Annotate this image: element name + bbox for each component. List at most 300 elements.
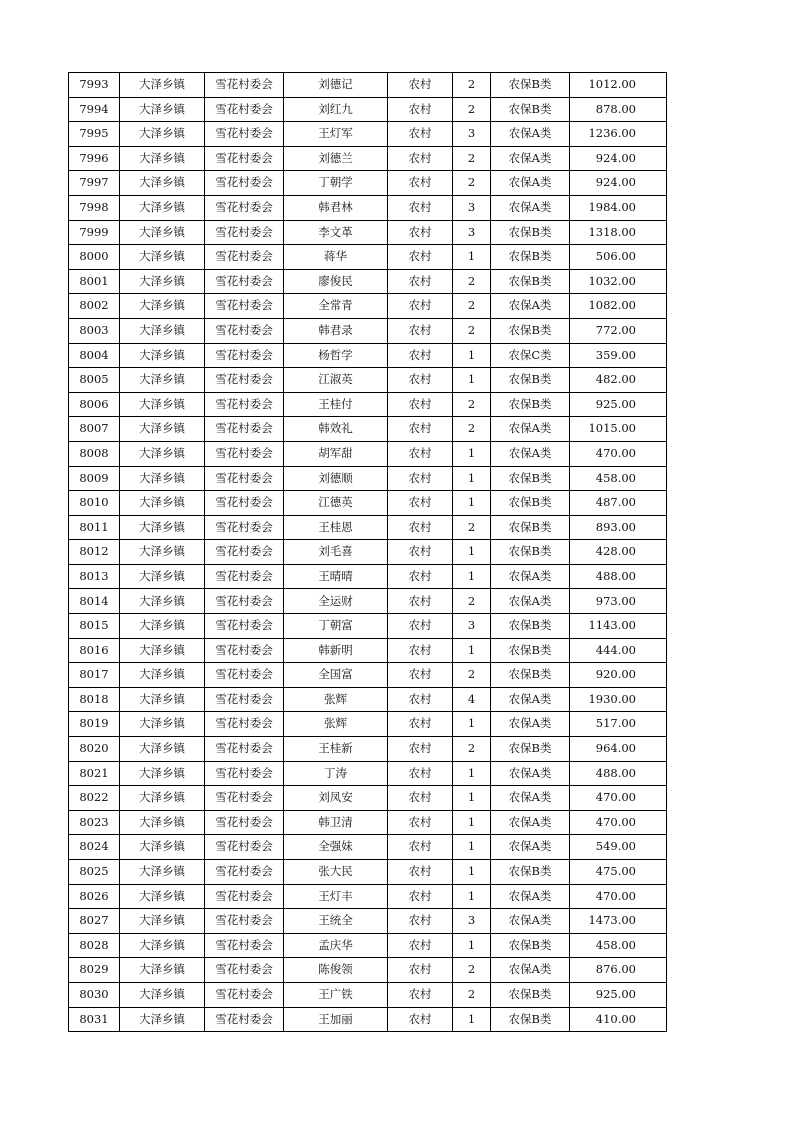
row-number-cell: 8012 xyxy=(69,540,120,565)
table-row xyxy=(69,146,667,171)
table-row xyxy=(69,933,667,958)
township-cell: 大泽乡镇 xyxy=(120,712,205,737)
village-committee-cell: 雪花村委会 xyxy=(205,417,284,442)
table-row xyxy=(69,786,667,811)
table-row xyxy=(69,417,667,442)
table-row xyxy=(69,318,667,343)
township-cell: 大泽乡镇 xyxy=(120,318,205,343)
data-table xyxy=(68,72,667,1032)
village-committee-cell: 雪花村委会 xyxy=(205,933,284,958)
person-count-cell: 1 xyxy=(453,245,491,270)
amount-cell: 925.00 xyxy=(570,392,667,417)
amount-cell: 924.00 xyxy=(570,171,667,196)
insurance-category-cell: 农保A类 xyxy=(491,294,570,319)
amount-cell: 482.00 xyxy=(570,368,667,393)
person-count-cell: 1 xyxy=(453,466,491,491)
township-cell: 大泽乡镇 xyxy=(120,491,205,516)
township-cell: 大泽乡镇 xyxy=(120,564,205,589)
township-cell: 大泽乡镇 xyxy=(120,786,205,811)
amount-cell: 973.00 xyxy=(570,589,667,614)
village-committee-cell: 雪花村委会 xyxy=(205,909,284,934)
village-committee-cell: 雪花村委会 xyxy=(205,540,284,565)
insurance-category-cell: 农保B类 xyxy=(491,245,570,270)
insurance-category-cell: 农保A类 xyxy=(491,171,570,196)
household-type-cell: 农村 xyxy=(388,392,453,417)
table-row xyxy=(69,73,667,98)
township-cell: 大泽乡镇 xyxy=(120,245,205,270)
table-row xyxy=(69,441,667,466)
amount-cell: 487.00 xyxy=(570,491,667,516)
village-committee-cell: 雪花村委会 xyxy=(205,687,284,712)
insurance-category-cell: 农保B类 xyxy=(491,392,570,417)
person-count-cell: 1 xyxy=(453,491,491,516)
row-number-cell: 8021 xyxy=(69,761,120,786)
household-type-cell: 农村 xyxy=(388,712,453,737)
village-committee-cell: 雪花村委会 xyxy=(205,269,284,294)
insurance-category-cell: 农保B类 xyxy=(491,540,570,565)
insurance-category-cell: 农保B类 xyxy=(491,466,570,491)
village-committee-cell: 雪花村委会 xyxy=(205,73,284,98)
village-committee-cell: 雪花村委会 xyxy=(205,1007,284,1032)
name-cell: 王桂新 xyxy=(284,737,388,762)
township-cell: 大泽乡镇 xyxy=(120,294,205,319)
row-number-cell: 7994 xyxy=(69,97,120,122)
household-type-cell: 农村 xyxy=(388,958,453,983)
person-count-cell: 2 xyxy=(453,294,491,319)
person-count-cell: 1 xyxy=(453,564,491,589)
household-type-cell: 农村 xyxy=(388,97,453,122)
person-count-cell: 2 xyxy=(453,417,491,442)
insurance-category-cell: 农保A类 xyxy=(491,146,570,171)
amount-cell: 964.00 xyxy=(570,737,667,762)
household-type-cell: 农村 xyxy=(388,982,453,1007)
amount-cell: 517.00 xyxy=(570,712,667,737)
name-cell: 全国富 xyxy=(284,663,388,688)
row-number-cell: 8009 xyxy=(69,466,120,491)
household-type-cell: 农村 xyxy=(388,491,453,516)
household-type-cell: 农村 xyxy=(388,761,453,786)
row-number-cell: 8018 xyxy=(69,687,120,712)
amount-cell: 924.00 xyxy=(570,146,667,171)
amount-cell: 458.00 xyxy=(570,933,667,958)
insurance-category-cell: 农保A类 xyxy=(491,441,570,466)
name-cell: 丁朝学 xyxy=(284,171,388,196)
name-cell: 孟庆华 xyxy=(284,933,388,958)
township-cell: 大泽乡镇 xyxy=(120,343,205,368)
person-count-cell: 2 xyxy=(453,171,491,196)
person-count-cell: 1 xyxy=(453,540,491,565)
name-cell: 廖俊民 xyxy=(284,269,388,294)
person-count-cell: 2 xyxy=(453,982,491,1007)
row-number-cell: 8015 xyxy=(69,614,120,639)
row-number-cell: 7993 xyxy=(69,73,120,98)
township-cell: 大泽乡镇 xyxy=(120,269,205,294)
table-row xyxy=(69,663,667,688)
village-committee-cell: 雪花村委会 xyxy=(205,835,284,860)
person-count-cell: 2 xyxy=(453,737,491,762)
village-committee-cell: 雪花村委会 xyxy=(205,884,284,909)
row-number-cell: 8002 xyxy=(69,294,120,319)
name-cell: 刘德记 xyxy=(284,73,388,98)
person-count-cell: 3 xyxy=(453,220,491,245)
name-cell: 王加丽 xyxy=(284,1007,388,1032)
row-number-cell: 8010 xyxy=(69,491,120,516)
village-committee-cell: 雪花村委会 xyxy=(205,614,284,639)
household-type-cell: 农村 xyxy=(388,294,453,319)
person-count-cell: 2 xyxy=(453,589,491,614)
table-row xyxy=(69,884,667,909)
person-count-cell: 2 xyxy=(453,318,491,343)
row-number-cell: 8014 xyxy=(69,589,120,614)
insurance-category-cell: 农保C类 xyxy=(491,343,570,368)
row-number-cell: 7999 xyxy=(69,220,120,245)
row-number-cell: 8006 xyxy=(69,392,120,417)
village-committee-cell: 雪花村委会 xyxy=(205,318,284,343)
table-row xyxy=(69,564,667,589)
person-count-cell: 1 xyxy=(453,368,491,393)
insurance-category-cell: 农保B类 xyxy=(491,638,570,663)
table-row xyxy=(69,220,667,245)
household-type-cell: 农村 xyxy=(388,220,453,245)
name-cell: 蒋华 xyxy=(284,245,388,270)
row-number-cell: 7998 xyxy=(69,195,120,220)
row-number-cell: 8016 xyxy=(69,638,120,663)
name-cell: 全强妹 xyxy=(284,835,388,860)
row-number-cell: 8029 xyxy=(69,958,120,983)
village-committee-cell: 雪花村委会 xyxy=(205,368,284,393)
village-committee-cell: 雪花村委会 xyxy=(205,245,284,270)
insurance-category-cell: 农保B类 xyxy=(491,97,570,122)
township-cell: 大泽乡镇 xyxy=(120,220,205,245)
table-row xyxy=(69,687,667,712)
name-cell: 韩新明 xyxy=(284,638,388,663)
row-number-cell: 8013 xyxy=(69,564,120,589)
amount-cell: 1236.00 xyxy=(570,122,667,147)
row-number-cell: 8001 xyxy=(69,269,120,294)
household-type-cell: 农村 xyxy=(388,884,453,909)
person-count-cell: 2 xyxy=(453,392,491,417)
person-count-cell: 2 xyxy=(453,97,491,122)
name-cell: 刘红九 xyxy=(284,97,388,122)
person-count-cell: 1 xyxy=(453,933,491,958)
person-count-cell: 3 xyxy=(453,909,491,934)
table-row xyxy=(69,712,667,737)
insurance-category-cell: 农保B类 xyxy=(491,1007,570,1032)
household-type-cell: 农村 xyxy=(388,368,453,393)
village-committee-cell: 雪花村委会 xyxy=(205,146,284,171)
insurance-category-cell: 农保A类 xyxy=(491,958,570,983)
insurance-category-cell: 农保A类 xyxy=(491,417,570,442)
township-cell: 大泽乡镇 xyxy=(120,909,205,934)
amount-cell: 470.00 xyxy=(570,810,667,835)
amount-cell: 444.00 xyxy=(570,638,667,663)
name-cell: 韩君录 xyxy=(284,318,388,343)
row-number-cell: 8007 xyxy=(69,417,120,442)
township-cell: 大泽乡镇 xyxy=(120,540,205,565)
row-number-cell: 8005 xyxy=(69,368,120,393)
person-count-cell: 2 xyxy=(453,958,491,983)
amount-cell: 1015.00 xyxy=(570,417,667,442)
table-row xyxy=(69,171,667,196)
household-type-cell: 农村 xyxy=(388,564,453,589)
table-row xyxy=(69,835,667,860)
amount-cell: 458.00 xyxy=(570,466,667,491)
household-type-cell: 农村 xyxy=(388,269,453,294)
amount-cell: 878.00 xyxy=(570,97,667,122)
township-cell: 大泽乡镇 xyxy=(120,146,205,171)
township-cell: 大泽乡镇 xyxy=(120,1007,205,1032)
township-cell: 大泽乡镇 xyxy=(120,810,205,835)
township-cell: 大泽乡镇 xyxy=(120,835,205,860)
household-type-cell: 农村 xyxy=(388,638,453,663)
table-row xyxy=(69,1007,667,1032)
person-count-cell: 1 xyxy=(453,638,491,663)
person-count-cell: 1 xyxy=(453,343,491,368)
person-count-cell: 1 xyxy=(453,884,491,909)
table-row xyxy=(69,909,667,934)
household-type-cell: 农村 xyxy=(388,343,453,368)
person-count-cell: 1 xyxy=(453,810,491,835)
table-row xyxy=(69,958,667,983)
insurance-category-cell: 农保B类 xyxy=(491,73,570,98)
township-cell: 大泽乡镇 xyxy=(120,195,205,220)
amount-cell: 876.00 xyxy=(570,958,667,983)
township-cell: 大泽乡镇 xyxy=(120,614,205,639)
township-cell: 大泽乡镇 xyxy=(120,392,205,417)
name-cell: 王灯丰 xyxy=(284,884,388,909)
village-committee-cell: 雪花村委会 xyxy=(205,491,284,516)
row-number-cell: 8020 xyxy=(69,737,120,762)
insurance-category-cell: 农保A类 xyxy=(491,835,570,860)
row-number-cell: 8030 xyxy=(69,982,120,1007)
row-number-cell: 8028 xyxy=(69,933,120,958)
name-cell: 全运财 xyxy=(284,589,388,614)
table-row xyxy=(69,614,667,639)
person-count-cell: 3 xyxy=(453,122,491,147)
amount-cell: 1032.00 xyxy=(570,269,667,294)
household-type-cell: 农村 xyxy=(388,417,453,442)
name-cell: 张辉 xyxy=(284,687,388,712)
name-cell: 刘德顺 xyxy=(284,466,388,491)
village-committee-cell: 雪花村委会 xyxy=(205,195,284,220)
household-type-cell: 农村 xyxy=(388,245,453,270)
village-committee-cell: 雪花村委会 xyxy=(205,515,284,540)
township-cell: 大泽乡镇 xyxy=(120,368,205,393)
row-number-cell: 8027 xyxy=(69,909,120,934)
amount-cell: 1143.00 xyxy=(570,614,667,639)
name-cell: 刘德兰 xyxy=(284,146,388,171)
insurance-category-cell: 农保A类 xyxy=(491,687,570,712)
amount-cell: 1984.00 xyxy=(570,195,667,220)
row-number-cell: 7995 xyxy=(69,122,120,147)
person-count-cell: 3 xyxy=(453,614,491,639)
table-row xyxy=(69,860,667,885)
table-row xyxy=(69,515,667,540)
village-committee-cell: 雪花村委会 xyxy=(205,958,284,983)
amount-cell: 470.00 xyxy=(570,441,667,466)
township-cell: 大泽乡镇 xyxy=(120,441,205,466)
name-cell: 江德英 xyxy=(284,491,388,516)
township-cell: 大泽乡镇 xyxy=(120,958,205,983)
village-committee-cell: 雪花村委会 xyxy=(205,982,284,1007)
person-count-cell: 1 xyxy=(453,835,491,860)
household-type-cell: 农村 xyxy=(388,146,453,171)
person-count-cell: 1 xyxy=(453,712,491,737)
village-committee-cell: 雪花村委会 xyxy=(205,589,284,614)
person-count-cell: 1 xyxy=(453,761,491,786)
insurance-category-cell: 农保B类 xyxy=(491,933,570,958)
row-number-cell: 8025 xyxy=(69,860,120,885)
amount-cell: 428.00 xyxy=(570,540,667,565)
insurance-category-cell: 农保B类 xyxy=(491,663,570,688)
insurance-category-cell: 农保B类 xyxy=(491,982,570,1007)
table-row xyxy=(69,245,667,270)
name-cell: 丁涛 xyxy=(284,761,388,786)
table-body xyxy=(69,73,667,1032)
amount-cell: 925.00 xyxy=(570,982,667,1007)
household-type-cell: 农村 xyxy=(388,687,453,712)
village-committee-cell: 雪花村委会 xyxy=(205,220,284,245)
name-cell: 江淑英 xyxy=(284,368,388,393)
amount-cell: 488.00 xyxy=(570,564,667,589)
household-type-cell: 农村 xyxy=(388,933,453,958)
insurance-category-cell: 农保B类 xyxy=(491,860,570,885)
township-cell: 大泽乡镇 xyxy=(120,687,205,712)
household-type-cell: 农村 xyxy=(388,441,453,466)
township-cell: 大泽乡镇 xyxy=(120,860,205,885)
row-number-cell: 7997 xyxy=(69,171,120,196)
township-cell: 大泽乡镇 xyxy=(120,97,205,122)
person-count-cell: 3 xyxy=(453,195,491,220)
insurance-category-cell: 农保A类 xyxy=(491,712,570,737)
village-committee-cell: 雪花村委会 xyxy=(205,663,284,688)
table-row xyxy=(69,589,667,614)
village-committee-cell: 雪花村委会 xyxy=(205,466,284,491)
row-number-cell: 8022 xyxy=(69,786,120,811)
amount-cell: 470.00 xyxy=(570,786,667,811)
table-row xyxy=(69,982,667,1007)
household-type-cell: 农村 xyxy=(388,122,453,147)
person-count-cell: 4 xyxy=(453,687,491,712)
township-cell: 大泽乡镇 xyxy=(120,515,205,540)
person-count-cell: 1 xyxy=(453,441,491,466)
township-cell: 大泽乡镇 xyxy=(120,171,205,196)
township-cell: 大泽乡镇 xyxy=(120,122,205,147)
person-count-cell: 1 xyxy=(453,860,491,885)
name-cell: 杨哲学 xyxy=(284,343,388,368)
name-cell: 张大民 xyxy=(284,860,388,885)
village-committee-cell: 雪花村委会 xyxy=(205,171,284,196)
name-cell: 李文革 xyxy=(284,220,388,245)
person-count-cell: 2 xyxy=(453,663,491,688)
name-cell: 王广铁 xyxy=(284,982,388,1007)
township-cell: 大泽乡镇 xyxy=(120,884,205,909)
row-number-cell: 7996 xyxy=(69,146,120,171)
village-committee-cell: 雪花村委会 xyxy=(205,638,284,663)
table-row xyxy=(69,810,667,835)
name-cell: 丁朝富 xyxy=(284,614,388,639)
amount-cell: 1473.00 xyxy=(570,909,667,934)
name-cell: 韩君林 xyxy=(284,195,388,220)
row-number-cell: 8023 xyxy=(69,810,120,835)
insurance-category-cell: 农保A类 xyxy=(491,122,570,147)
village-committee-cell: 雪花村委会 xyxy=(205,294,284,319)
insurance-category-cell: 农保B类 xyxy=(491,515,570,540)
household-type-cell: 农村 xyxy=(388,589,453,614)
amount-cell: 1082.00 xyxy=(570,294,667,319)
insurance-category-cell: 农保A类 xyxy=(491,909,570,934)
village-committee-cell: 雪花村委会 xyxy=(205,343,284,368)
name-cell: 韩卫清 xyxy=(284,810,388,835)
amount-cell: 506.00 xyxy=(570,245,667,270)
amount-cell: 488.00 xyxy=(570,761,667,786)
row-number-cell: 8031 xyxy=(69,1007,120,1032)
household-type-cell: 农村 xyxy=(388,835,453,860)
row-number-cell: 8004 xyxy=(69,343,120,368)
village-committee-cell: 雪花村委会 xyxy=(205,761,284,786)
amount-cell: 475.00 xyxy=(570,860,667,885)
row-number-cell: 8011 xyxy=(69,515,120,540)
insurance-category-cell: 农保B类 xyxy=(491,220,570,245)
amount-cell: 410.00 xyxy=(570,1007,667,1032)
insurance-category-cell: 农保A类 xyxy=(491,786,570,811)
household-type-cell: 农村 xyxy=(388,540,453,565)
household-type-cell: 农村 xyxy=(388,1007,453,1032)
row-number-cell: 8000 xyxy=(69,245,120,270)
name-cell: 刘凤安 xyxy=(284,786,388,811)
name-cell: 王统全 xyxy=(284,909,388,934)
household-type-cell: 农村 xyxy=(388,195,453,220)
household-type-cell: 农村 xyxy=(388,614,453,639)
village-committee-cell: 雪花村委会 xyxy=(205,860,284,885)
insurance-category-cell: 农保A类 xyxy=(491,195,570,220)
name-cell: 陈俊领 xyxy=(284,958,388,983)
insurance-category-cell: 农保B类 xyxy=(491,491,570,516)
household-type-cell: 农村 xyxy=(388,318,453,343)
insurance-category-cell: 农保B类 xyxy=(491,737,570,762)
table-row xyxy=(69,195,667,220)
amount-cell: 1930.00 xyxy=(570,687,667,712)
row-number-cell: 8003 xyxy=(69,318,120,343)
amount-cell: 470.00 xyxy=(570,884,667,909)
household-type-cell: 农村 xyxy=(388,73,453,98)
township-cell: 大泽乡镇 xyxy=(120,73,205,98)
township-cell: 大泽乡镇 xyxy=(120,663,205,688)
village-committee-cell: 雪花村委会 xyxy=(205,122,284,147)
household-type-cell: 农村 xyxy=(388,860,453,885)
row-number-cell: 8026 xyxy=(69,884,120,909)
name-cell: 全常青 xyxy=(284,294,388,319)
township-cell: 大泽乡镇 xyxy=(120,737,205,762)
household-type-cell: 农村 xyxy=(388,515,453,540)
household-type-cell: 农村 xyxy=(388,466,453,491)
village-committee-cell: 雪花村委会 xyxy=(205,712,284,737)
village-committee-cell: 雪花村委会 xyxy=(205,810,284,835)
row-number-cell: 8008 xyxy=(69,441,120,466)
insurance-category-cell: 农保B类 xyxy=(491,368,570,393)
township-cell: 大泽乡镇 xyxy=(120,761,205,786)
household-type-cell: 农村 xyxy=(388,171,453,196)
person-count-cell: 1 xyxy=(453,786,491,811)
person-count-cell: 1 xyxy=(453,1007,491,1032)
table-row xyxy=(69,294,667,319)
village-committee-cell: 雪花村委会 xyxy=(205,97,284,122)
person-count-cell: 2 xyxy=(453,73,491,98)
insurance-category-cell: 农保A类 xyxy=(491,810,570,835)
township-cell: 大泽乡镇 xyxy=(120,933,205,958)
table-row xyxy=(69,638,667,663)
village-committee-cell: 雪花村委会 xyxy=(205,564,284,589)
